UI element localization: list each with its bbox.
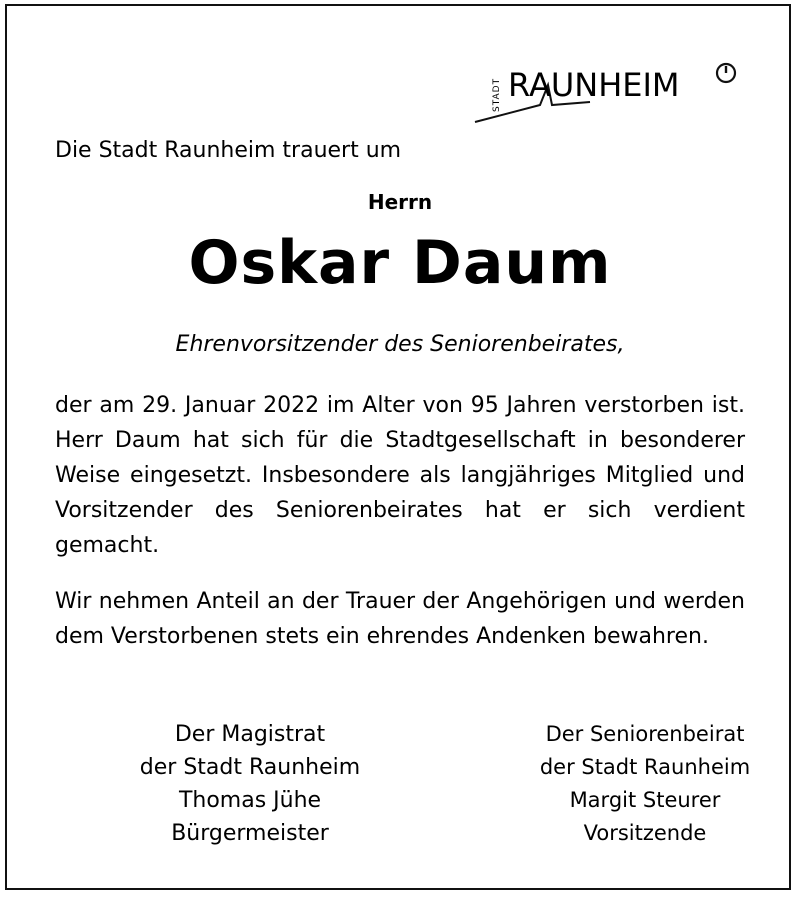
signature-line: Bürgermeister	[171, 821, 329, 846]
signature-seniorenbeirat	[500, 718, 790, 850]
intro-text: Die Stadt Raunheim trauert um	[55, 138, 402, 163]
signature-magistrat	[100, 718, 400, 850]
power-icon	[715, 62, 737, 84]
logo-small-text: STADT	[492, 77, 502, 112]
signature-line: Der Seniorenbeirat	[545, 722, 745, 746]
signature-line: Margit Steurer	[569, 788, 721, 812]
signature-line: Thomas Jühe	[178, 788, 322, 813]
paragraph-2: Wir nehmen Anteil an der Trauer der Angehörigen und werden dem Verstorbenen stets ein ehrendes Andenken bewahren.	[55, 589, 745, 649]
deceased-name: Oskar Daum	[188, 228, 612, 298]
honorary-role: Ehrenvorsitzender des Seniorenbeirates,	[175, 332, 625, 357]
city-logo	[470, 50, 760, 130]
signature-line: der Stadt Raunheim	[139, 755, 361, 780]
signature-line: der Stadt Raunheim	[539, 755, 751, 779]
signature-line: Der Magistrat	[174, 722, 326, 747]
salutation: Herrn	[367, 190, 433, 214]
signature-line: Vorsitzende	[583, 821, 707, 845]
logo-main-text: RAUNHEIM	[508, 66, 680, 104]
paragraph-1: der am 29. Januar 2022 im Alter von 95 Jahren verstorben ist. Herr Daum hat sich für die Stadtgesellschaft in besonderer Weise eingesetzt. Insbesondere als langjähriges Mitglied und Vorsitzender des Seniorenbeirates hat er sich verdient gemacht.	[55, 393, 745, 558]
